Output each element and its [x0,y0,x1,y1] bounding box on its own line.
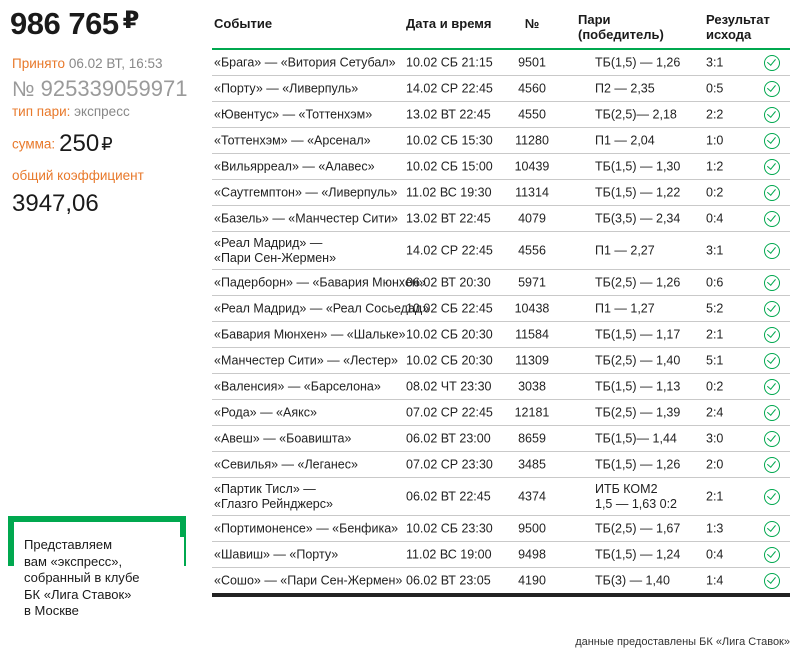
table-row [212,478,790,516]
bet-cell: ТБ(2,5)— 2,18 [595,107,677,121]
header-datetime: Дата и время [406,16,492,31]
stake-line [12,130,113,158]
datetime-cell: 14.02 СР 22:45 [406,81,493,95]
bet-cell: ИТБ КОМ2 1,5 — 1,63 0:2 [595,481,678,511]
check-icon [764,185,780,201]
table-row [212,516,790,542]
check-icon [764,431,780,447]
event-number-cell: 9501 [518,55,546,69]
result-cell: 2:4 [706,405,724,419]
check-icon [764,159,780,175]
bet-cell: П2 — 2,35 [595,81,655,95]
result-cell: 2:2 [706,107,724,121]
source-note: данные предоставлены БК «Лига Ставок» [575,636,790,648]
datetime-cell: 10.02 СБ 23:30 [406,521,493,535]
datetime-cell: 07.02 СР 23:30 [406,457,493,471]
result-cell: 0:6 [706,275,724,289]
table-row [212,322,790,348]
bet-cell: ТБ(2,5) — 1,40 [595,353,681,367]
event-number-cell: 5971 [518,275,546,289]
table-row [212,102,790,128]
event-number-cell: 4374 [518,489,546,503]
event-number-cell: 11584 [515,327,549,341]
datetime-cell: 14.02 СР 22:45 [406,243,493,257]
table-row [212,348,790,374]
accepted-line [12,56,163,71]
datetime-cell: 10.02 СБ 20:30 [406,327,493,341]
event-cell: «Базель» — «Манчестер Сити» [214,211,399,225]
currency-sign: ₽ [122,7,139,34]
check-icon [764,327,780,343]
event-cell: «Реал Мадрид» — «Реал Сосьедад» [214,301,430,315]
check-icon [764,211,780,227]
bet-cell: ТБ(1,5) — 1,17 [595,327,681,341]
result-cell: 1:2 [706,159,724,173]
check-icon [764,81,780,97]
result-cell: 3:0 [706,431,724,445]
table-row [212,452,790,478]
bet-type-label: тип пари: [12,104,71,119]
check-icon [764,573,780,589]
check-icon [764,275,780,291]
datetime-cell: 11.02 ВС 19:00 [406,547,492,561]
event-cell: «Бавария Мюнхен» — «Шальке» [214,327,406,341]
table-row [212,206,790,232]
table-row [212,180,790,206]
bet-cell: ТБ(1,5) — 1,30 [595,159,681,173]
event-number-cell: 4190 [518,573,546,587]
event-cell: «Авеш» — «Боавишта» [214,431,352,445]
event-number-cell: 11314 [515,185,549,199]
check-icon [764,379,780,395]
event-number-cell: 12181 [514,405,550,419]
table-body [212,50,790,597]
ticket-number-value: 925339059971 [40,76,188,101]
check-icon [764,489,780,505]
event-cell: «Рода» — «Аякс» [214,405,317,419]
event-number-cell: 9500 [518,521,546,535]
bet-cell: ТБ(1,5) — 1,24 [595,547,681,561]
event-number-cell: 10438 [514,301,550,315]
datetime-cell: 10.02 СБ 21:15 [406,55,493,69]
bet-cell: ТБ(3) — 1,40 [595,573,670,587]
table-row [212,128,790,154]
datetime-cell: 06.02 ВТ 23:00 [406,431,491,445]
bet-cell: ТБ(1,5)— 1,44 [595,431,677,445]
event-number-cell: 11309 [515,353,549,367]
datetime-cell: 06.02 ВТ 22:45 [406,489,491,503]
bet-cell: П1 — 2,27 [595,243,655,257]
bet-cell: П1 — 1,27 [595,301,655,315]
total-win-amount: 986 765 ₽ [10,6,139,41]
check-icon [764,243,780,259]
table-row [212,542,790,568]
event-cell: «Сошо» — «Пари Сен-Жермен» [214,573,403,587]
table-row [212,374,790,400]
bet-type-line [12,104,130,119]
result-cell: 2:1 [706,327,724,341]
event-cell: «Вильярреал» — «Алавес» [214,159,375,173]
event-number-cell: 3038 [518,379,546,393]
table-header [212,4,790,50]
datetime-cell: 08.02 ЧТ 23:30 [406,379,492,393]
result-cell: 1:4 [706,573,724,587]
event-cell: «Падерборн» — «Бавария Мюнхен» [214,275,426,289]
table-row [212,154,790,180]
result-cell: 0:5 [706,81,724,95]
event-cell: «Реал Мадрид» — «Пари Сен-Жермен» [214,235,337,265]
header-number: № [524,16,540,31]
datetime-cell: 07.02 СР 22:45 [406,405,493,419]
bets-table [212,4,790,597]
table-row [212,296,790,322]
check-icon [764,133,780,149]
bet-cell: ТБ(2,5) — 1,67 [595,521,681,535]
event-cell: «Саутгемптон» — «Ливерпуль» [214,185,398,199]
event-number-cell: 11280 [515,133,549,147]
header-bet: Пари (победитель) [578,12,664,42]
ticket-number [12,76,187,102]
datetime-cell: 10.02 СБ 22:45 [406,301,493,315]
datetime-cell: 10.02 СБ 15:30 [406,133,493,147]
accepted-label: Принято [12,56,66,71]
check-icon [764,521,780,537]
table-row [212,50,790,76]
check-icon [764,55,780,71]
bet-cell: ТБ(3,5) — 2,34 [595,211,681,225]
event-cell: «Ювентус» — «Тоттенхэм» [214,107,373,121]
event-cell: «Порту» — «Ливерпуль» [214,81,359,95]
result-cell: 3:1 [706,55,724,69]
total-coefficient-value: 3947,06 [12,190,99,217]
result-cell: 3:1 [706,243,724,257]
datetime-cell: 10.02 СБ 15:00 [406,159,493,173]
result-cell: 1:0 [706,133,724,147]
event-cell: «Манчестер Сити» — «Лестер» [214,353,398,367]
table-row [212,270,790,296]
bet-cell: ТБ(1,5) — 1,13 [595,379,681,393]
bet-type-value: экспресс [74,104,130,119]
event-number-cell: 4550 [518,107,546,121]
number-sign: № [12,78,35,101]
promo-text: Представляем вам «экспресс», собранный в клубе БК «Лига Ставок» в Москве [24,537,184,620]
result-cell: 1:3 [706,521,724,535]
event-cell: «Тоттенхэм» — «Арсенал» [214,133,371,147]
check-icon [764,457,780,473]
datetime-cell: 10.02 СБ 20:30 [406,353,493,367]
stake-label: сумма: [12,136,56,152]
result-cell: 0:2 [706,185,724,199]
stake-currency: ₽ [101,133,113,154]
event-number-cell: 8659 [518,431,546,445]
event-cell: «Севилья» — «Леганес» [214,457,358,471]
event-number-cell: 4560 [518,81,546,95]
event-cell: «Валенсия» — «Барселона» [214,379,381,393]
bet-cell: ТБ(2,5) — 1,39 [595,405,681,419]
bet-cell: ТБ(1,5) — 1,26 [595,457,681,471]
event-number-cell: 4079 [518,211,546,225]
total-coefficient-label: общий коэффициент [12,168,144,183]
table-row [212,232,790,270]
datetime-cell: 06.02 ВТ 20:30 [406,275,491,289]
table-row [212,76,790,102]
result-cell: 0:2 [706,379,724,393]
result-cell: 0:4 [706,211,724,225]
check-icon [764,405,780,421]
event-cell: «Шавиш» — «Порту» [214,547,339,561]
bet-cell: П1 — 2,04 [595,133,655,147]
event-cell: «Брага» — «Витория Сетубал» [214,55,396,69]
datetime-cell: 06.02 ВТ 23:05 [406,573,491,587]
check-icon [764,547,780,563]
datetime-cell: 11.02 ВС 19:30 [406,185,492,199]
header-event: Событие [214,16,273,31]
table-row [212,426,790,452]
result-cell: 0:4 [706,547,724,561]
datetime-cell: 13.02 ВТ 22:45 [406,211,491,225]
result-cell: 5:2 [706,301,724,315]
event-number-cell: 3485 [518,457,546,471]
stake-value: 250 [59,130,100,157]
result-cell: 2:0 [706,457,724,471]
table-row [212,400,790,426]
event-number-cell: 9498 [518,547,546,561]
header-result: Результат исхода [706,12,770,42]
check-icon [764,353,780,369]
event-number-cell: 4556 [518,243,546,257]
table-row [212,568,790,597]
result-cell: 2:1 [706,489,724,503]
event-cell: «Портимоненсе» — «Бенфика» [214,521,399,535]
bet-cell: ТБ(1,5) — 1,22 [595,185,681,199]
bet-cell: ТБ(1,5) — 1,26 [595,55,681,69]
result-cell: 5:1 [706,353,724,367]
event-cell: «Партик Тисл» — «Глазго Рейнджерс» [214,481,333,511]
check-icon [764,301,780,317]
check-icon [764,107,780,123]
accepted-value: 06.02 ВТ, 16:53 [68,56,163,71]
event-number-cell: 10439 [514,159,550,173]
bet-cell: ТБ(2,5) — 1,26 [595,275,681,289]
datetime-cell: 13.02 ВТ 22:45 [406,107,491,121]
